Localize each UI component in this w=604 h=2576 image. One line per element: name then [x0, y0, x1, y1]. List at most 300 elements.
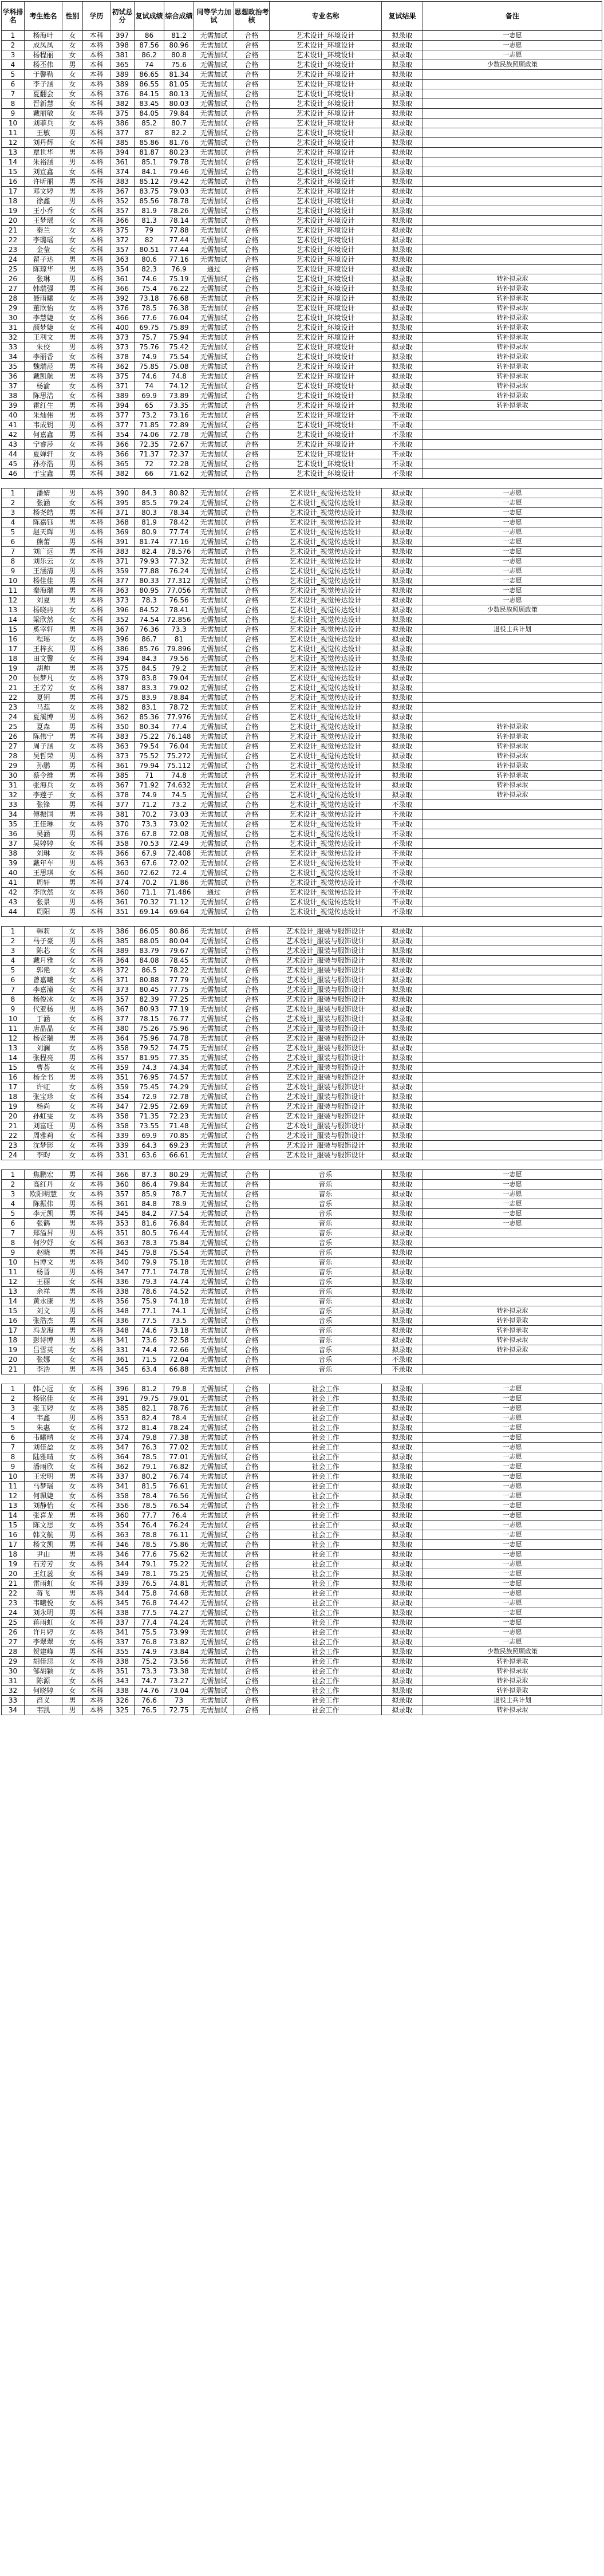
table-cell: 合格 — [234, 1053, 270, 1063]
table-cell — [423, 196, 602, 206]
table-cell — [423, 820, 602, 829]
table-cell: 344 — [110, 1559, 135, 1569]
table-cell: 本科 — [83, 216, 110, 226]
table-cell: 72.89 — [164, 420, 194, 430]
table-cell — [423, 157, 602, 167]
table-cell: 375 — [110, 664, 135, 673]
table-cell: 354 — [110, 1521, 135, 1530]
table-cell: 艺术设计_视觉传达设计 — [270, 761, 382, 771]
table-cell: 男 — [62, 1540, 83, 1550]
table-cell: 无需加试 — [194, 1452, 234, 1462]
table-cell: 无需加试 — [194, 1676, 234, 1686]
table-cell: 无需加试 — [194, 1404, 234, 1413]
table-cell: 8 — [2, 1238, 25, 1248]
table-cell: 艺术设计_环境设计 — [270, 235, 382, 245]
table-cell: 音乐 — [270, 1189, 382, 1199]
table-cell: 女 — [62, 1667, 83, 1676]
table-cell: 12 — [2, 1277, 25, 1287]
table-cell: 男 — [62, 265, 83, 274]
table-cell: 不录取 — [382, 878, 423, 888]
table-cell: 合格 — [234, 1092, 270, 1102]
table-cell: 艺术设计_环境设计 — [270, 89, 382, 99]
table-cell: 女 — [62, 245, 83, 255]
table-cell: 81.76 — [164, 138, 194, 148]
table-cell — [423, 265, 602, 274]
table-cell: 转补拟录取 — [423, 1326, 602, 1336]
table-cell: 73.5 — [164, 1316, 194, 1326]
table-row — [2, 372, 602, 381]
table-cell: 合格 — [234, 751, 270, 761]
table-cell: 合格 — [234, 498, 270, 508]
table-cell: 337 — [110, 1637, 135, 1647]
table-cell — [423, 966, 602, 975]
table-row — [2, 1170, 602, 1180]
table-cell: 345 — [110, 1248, 135, 1258]
table-cell: 男 — [62, 255, 83, 265]
table-cell: 陈芯 — [25, 946, 62, 956]
table-cell: 74.76 — [135, 1686, 164, 1696]
table-cell: 社会工作 — [270, 1628, 382, 1637]
table-cell: 拟录取 — [382, 401, 423, 411]
table-cell: 本科 — [83, 1306, 110, 1316]
table-cell: 8 — [2, 995, 25, 1005]
table-row — [2, 1618, 602, 1628]
table-cell: 无需加试 — [194, 712, 234, 722]
table-cell: 女 — [62, 654, 83, 664]
table-cell: 女 — [62, 673, 83, 683]
table-cell: 24 — [2, 712, 25, 722]
table-cell: 女 — [62, 742, 83, 751]
table-cell: 77.02 — [164, 1443, 194, 1452]
table-cell: 33 — [2, 1696, 25, 1705]
table-cell — [423, 1287, 602, 1297]
table-cell: 合格 — [234, 1657, 270, 1667]
table-cell: 陈振伟 — [25, 1199, 62, 1209]
table-cell: 无需加试 — [194, 995, 234, 1005]
table-cell: 一志愿 — [423, 1482, 602, 1491]
table-cell: 合格 — [234, 235, 270, 245]
table-cell: 75.85 — [135, 362, 164, 372]
table-cell: 81.4 — [135, 1423, 164, 1433]
table-cell: 375 — [110, 226, 135, 235]
table-cell: 本科 — [83, 712, 110, 722]
table-cell: 无需加试 — [194, 868, 234, 878]
table-cell: 一志愿 — [423, 50, 602, 60]
table-cell: 合格 — [234, 1462, 270, 1472]
table-cell: 无需加试 — [194, 742, 234, 751]
table-row — [2, 420, 602, 430]
table-cell: 85.76 — [135, 644, 164, 654]
table-cell: 74.75 — [164, 1043, 194, 1053]
table-cell: 396 — [110, 1384, 135, 1394]
table-cell: 36 — [2, 372, 25, 381]
table-cell — [423, 858, 602, 868]
table-cell: 72.02 — [164, 858, 194, 868]
table-cell: 艺术设计_视觉传达设计 — [270, 858, 382, 868]
table-cell: 拟录取 — [382, 712, 423, 722]
table-cell: 艺术设计_服装与服饰设计 — [270, 966, 382, 975]
table-cell: 20 — [2, 216, 25, 226]
table-cell: 男 — [62, 800, 83, 810]
table-cell: 79.1 — [135, 1462, 164, 1472]
table-cell: 本科 — [83, 1404, 110, 1413]
table-cell: 女 — [62, 294, 83, 304]
table-cell: 78.26 — [164, 206, 194, 216]
table-cell: 2 — [2, 1180, 25, 1189]
table-cell: 李元凯 — [25, 1209, 62, 1219]
table-cell — [423, 1277, 602, 1287]
table-cell: 合格 — [234, 1082, 270, 1092]
table-cell: 19 — [2, 1102, 25, 1112]
table-cell: 一志愿 — [423, 1628, 602, 1637]
table-cell: 本科 — [83, 1696, 110, 1705]
table-cell: 无需加试 — [194, 547, 234, 557]
table-cell: 拟录取 — [382, 1248, 423, 1258]
table-cell: 冯龙海 — [25, 1326, 62, 1336]
table-cell — [423, 673, 602, 683]
table-cell: 78.45 — [164, 956, 194, 966]
table-row — [2, 1121, 602, 1131]
table-cell: 本科 — [83, 157, 110, 167]
table-cell: 少数民族照顾政策 — [423, 1647, 602, 1657]
table-cell: 李浩 — [25, 1365, 62, 1374]
table-cell: 男 — [62, 527, 83, 537]
table-cell: 71.1 — [135, 888, 164, 897]
table-cell: 79.56 — [164, 654, 194, 664]
table-cell: 本科 — [83, 1092, 110, 1102]
table-cell — [423, 1121, 602, 1131]
table-cell: 音乐 — [270, 1248, 382, 1258]
table-row — [2, 60, 602, 70]
table-cell: 76.82 — [164, 1462, 194, 1472]
table-cell: 本科 — [83, 800, 110, 810]
table-cell: 社会工作 — [270, 1521, 382, 1530]
table-cell: 艺术设计_视觉传达设计 — [270, 547, 382, 557]
table-cell: 364 — [110, 1452, 135, 1462]
table-cell: 无需加试 — [194, 304, 234, 313]
table-cell: 拟录取 — [382, 703, 423, 712]
table-cell: 社会工作 — [270, 1667, 382, 1676]
table-cell: 本科 — [83, 771, 110, 781]
table-cell: 80.23 — [164, 148, 194, 157]
table-cell: 34 — [2, 1705, 25, 1715]
table-row — [2, 1491, 602, 1501]
table-cell: 一志愿 — [423, 31, 602, 41]
table-cell: 375 — [110, 372, 135, 381]
table-cell: 孙鹏 — [25, 761, 62, 771]
table-cell: 合格 — [234, 790, 270, 800]
table-cell: 79.02 — [164, 683, 194, 693]
table-cell: 男 — [62, 1228, 83, 1238]
table-cell: 女 — [62, 1482, 83, 1491]
table-cell: 1 — [2, 489, 25, 498]
table-cell: 本科 — [83, 1189, 110, 1199]
table-cell: 拟录取 — [382, 518, 423, 527]
table-row — [2, 664, 602, 673]
table-cell: 本科 — [83, 1336, 110, 1345]
table-cell: 拟录取 — [382, 956, 423, 966]
table-cell: 艺术设计_视觉传达设计 — [270, 878, 382, 888]
table-cell: 戴丽敏 — [25, 109, 62, 119]
table-row — [2, 644, 602, 654]
table-cell: 音乐 — [270, 1238, 382, 1248]
table-cell: 吴涵 — [25, 829, 62, 839]
table-cell: 女 — [62, 1189, 83, 1199]
table-cell: 18 — [2, 1336, 25, 1345]
table-cell: 71.35 — [135, 1112, 164, 1121]
table-cell: 合格 — [234, 391, 270, 401]
table-cell: 25 — [2, 722, 25, 732]
table-cell: 80.82 — [164, 489, 194, 498]
table-cell: 75.76 — [135, 342, 164, 352]
table-cell: 张海兵 — [25, 781, 62, 790]
table-cell: 一志愿 — [423, 1472, 602, 1482]
table-cell: 合格 — [234, 1540, 270, 1550]
table-cell: 拟录取 — [382, 362, 423, 372]
table-cell: 80.7 — [164, 119, 194, 128]
table-cell: 无需加试 — [194, 323, 234, 333]
table-cell: 本科 — [83, 1355, 110, 1365]
table-cell: 彭诗博 — [25, 1336, 62, 1345]
table-cell: 无需加试 — [194, 927, 234, 936]
table-cell: 383 — [110, 547, 135, 557]
table-row — [2, 956, 602, 966]
table-cell: 4 — [2, 518, 25, 527]
table-cell: 76.5 — [135, 1579, 164, 1589]
table-cell: 一志愿 — [423, 576, 602, 586]
table-cell: 女 — [62, 1521, 83, 1530]
table-row — [2, 985, 602, 995]
table-cell: 拟录取 — [382, 508, 423, 518]
table-cell: 78.84 — [164, 693, 194, 703]
table-cell: 81.2 — [164, 31, 194, 41]
table-cell: 345 — [110, 1365, 135, 1374]
table-cell: 杨晓冉 — [25, 605, 62, 615]
table-cell: 369 — [110, 527, 135, 537]
table-cell: 71.2 — [135, 800, 164, 810]
table-cell: 无需加试 — [194, 1667, 234, 1676]
table-cell: 男 — [62, 342, 83, 352]
table-cell: 71.85 — [135, 420, 164, 430]
table-cell: 艺术设计_视觉传达设计 — [270, 820, 382, 829]
table-cell: 38 — [2, 849, 25, 858]
table-cell: 合格 — [234, 586, 270, 596]
table-cell: 377 — [110, 576, 135, 586]
table-cell: 367 — [110, 187, 135, 196]
table-cell: 4 — [2, 956, 25, 966]
table-cell: 394 — [110, 148, 135, 157]
table-cell: 81.05 — [164, 80, 194, 89]
table-cell: 1 — [2, 31, 25, 41]
table-cell: 本科 — [83, 946, 110, 956]
table-cell: 16 — [2, 177, 25, 187]
table-cell: 拟录取 — [382, 148, 423, 157]
table-cell: 80.86 — [164, 927, 194, 936]
table-cell: 张琳 — [25, 274, 62, 284]
table-cell: 拟录取 — [382, 1238, 423, 1248]
table-cell: 少数民族照顾政策 — [423, 60, 602, 70]
table-cell: 5 — [2, 1423, 25, 1433]
table-cell: 陈伟宁 — [25, 732, 62, 742]
table-cell: 79.84 — [164, 109, 194, 119]
table-cell: 韩心远 — [25, 1384, 62, 1394]
table-cell: 本科 — [83, 1472, 110, 1482]
table-cell: 398 — [110, 41, 135, 50]
table-cell: 87.56 — [135, 41, 164, 50]
table-row — [2, 1647, 602, 1657]
table-cell: 合格 — [234, 761, 270, 771]
table-cell: 女 — [62, 119, 83, 128]
table-cell: 合格 — [234, 1618, 270, 1628]
table-cell: 本科 — [83, 99, 110, 109]
table-cell: 本科 — [83, 975, 110, 985]
table-cell: 刘佳盈 — [25, 1443, 62, 1452]
section-gap-cell — [2, 1374, 602, 1384]
table-cell: 387 — [110, 683, 135, 693]
table-cell: 合格 — [234, 1024, 270, 1034]
table-cell: 男 — [62, 1608, 83, 1618]
table-cell: 拟录取 — [382, 1112, 423, 1121]
table-cell: 75.22 — [135, 732, 164, 742]
table-cell: 本科 — [83, 1530, 110, 1540]
table-cell: 合格 — [234, 1355, 270, 1365]
table-cell: 24 — [2, 255, 25, 265]
table-cell: 社会工作 — [270, 1686, 382, 1696]
table-cell: 成凤凤 — [25, 41, 62, 50]
table-cell: 合格 — [234, 420, 270, 430]
table-cell: 无需加试 — [194, 1696, 234, 1705]
table-cell: 拟录取 — [382, 1306, 423, 1316]
table-cell: 无需加试 — [194, 245, 234, 255]
table-cell: 88.05 — [135, 936, 164, 946]
table-cell: 无需加试 — [194, 226, 234, 235]
table-cell: 无需加试 — [194, 1024, 234, 1034]
table-cell: 王涵清 — [25, 566, 62, 576]
table-cell: 本科 — [83, 226, 110, 235]
table-cell: 合格 — [234, 1073, 270, 1082]
table-cell: 22 — [2, 235, 25, 245]
table-cell: 30 — [2, 771, 25, 781]
table-cell: 本科 — [83, 1316, 110, 1326]
table-cell: 合格 — [234, 1151, 270, 1160]
table-cell: 合格 — [234, 1170, 270, 1180]
table-cell: 26 — [2, 1628, 25, 1637]
header-cell: 初试总分 — [110, 2, 135, 31]
table-cell: 徐鑫 — [25, 196, 62, 206]
table-cell: 14 — [2, 1297, 25, 1306]
table-cell: 李嘉潼 — [25, 985, 62, 995]
table-cell: 本科 — [83, 1238, 110, 1248]
table-cell: 董欣怡 — [25, 304, 62, 313]
table-cell: 23 — [2, 245, 25, 255]
table-cell: 82.1 — [135, 1404, 164, 1413]
table-row — [2, 1559, 602, 1569]
table-cell: 363 — [110, 255, 135, 265]
table-cell: 女 — [62, 167, 83, 177]
table-cell: 合格 — [234, 1228, 270, 1238]
table-cell: 76.61 — [164, 1482, 194, 1491]
table-cell: 男 — [62, 1530, 83, 1540]
table-cell: 18 — [2, 654, 25, 664]
table-cell: 无需加试 — [194, 576, 234, 586]
table-cell: 无需加试 — [194, 936, 234, 946]
table-cell: 杨全书 — [25, 1073, 62, 1082]
table-cell: 社会工作 — [270, 1705, 382, 1715]
table-cell: 一志愿 — [423, 1569, 602, 1579]
table-cell: 28 — [2, 751, 25, 761]
table-cell: 音乐 — [270, 1277, 382, 1287]
table-cell: 艺术设计_视觉传达设计 — [270, 849, 382, 858]
table-cell: 84.5 — [135, 664, 164, 673]
table-cell: 无需加试 — [194, 1530, 234, 1540]
table-cell: 41 — [2, 878, 25, 888]
table-cell: 354 — [110, 1092, 135, 1102]
table-cell: 无需加试 — [194, 1637, 234, 1647]
table-cell: 合格 — [234, 440, 270, 450]
table-cell: 不录取 — [382, 1365, 423, 1374]
table-cell: 本科 — [83, 527, 110, 537]
table-cell: 本科 — [83, 1228, 110, 1238]
table-cell: 艺术设计_环境设计 — [270, 440, 382, 450]
table-cell — [423, 1355, 602, 1365]
table-cell: 马梦瑶 — [25, 1482, 62, 1491]
table-cell: 31 — [2, 323, 25, 333]
table-cell: 74.4 — [135, 1345, 164, 1355]
table-cell: 刘富旺 — [25, 1121, 62, 1131]
table-cell: 346 — [110, 1550, 135, 1559]
table-row — [2, 1258, 602, 1267]
table-cell: 无需加试 — [194, 1511, 234, 1521]
table-cell: 王小乔 — [25, 206, 62, 216]
table-cell: 4 — [2, 60, 25, 70]
table-cell: 24 — [2, 1608, 25, 1618]
table-cell: 一志愿 — [423, 1491, 602, 1501]
table-cell: 无需加试 — [194, 810, 234, 820]
table-row — [2, 196, 602, 206]
table-cell: 女 — [62, 1433, 83, 1443]
table-cell: 本科 — [83, 547, 110, 557]
table-cell: 74.5 — [164, 790, 194, 800]
table-cell: 无需加试 — [194, 1209, 234, 1219]
table-row — [2, 946, 602, 956]
table-cell: 79.75 — [135, 1394, 164, 1404]
table-cell: 78.34 — [164, 508, 194, 518]
table-cell: 张娜 — [25, 1355, 62, 1365]
table-cell — [423, 469, 602, 479]
table-cell: 拟录取 — [382, 216, 423, 226]
table-cell: 艺术设计_视觉传达设计 — [270, 615, 382, 625]
table-cell: 10 — [2, 1472, 25, 1482]
table-row — [2, 966, 602, 975]
table-row — [2, 537, 602, 547]
table-cell: 拟录取 — [382, 1413, 423, 1423]
table-cell: 83.79 — [135, 946, 164, 956]
table-cell: 76.4 — [164, 1511, 194, 1521]
table-cell: 合格 — [234, 99, 270, 109]
table-cell: 无需加试 — [194, 1608, 234, 1618]
table-cell: 15 — [2, 167, 25, 177]
table-cell: 男 — [62, 1248, 83, 1258]
table-cell: 377 — [110, 800, 135, 810]
table-cell: 75.62 — [164, 1550, 194, 1559]
table-cell: 74.3 — [135, 1063, 164, 1073]
table-cell: 78.22 — [164, 966, 194, 975]
table-cell: 349 — [110, 1569, 135, 1579]
table-cell: 本科 — [83, 187, 110, 196]
table-cell: 女 — [62, 1598, 83, 1608]
table-cell: 82.4 — [135, 547, 164, 557]
table-cell: 女 — [62, 1384, 83, 1394]
